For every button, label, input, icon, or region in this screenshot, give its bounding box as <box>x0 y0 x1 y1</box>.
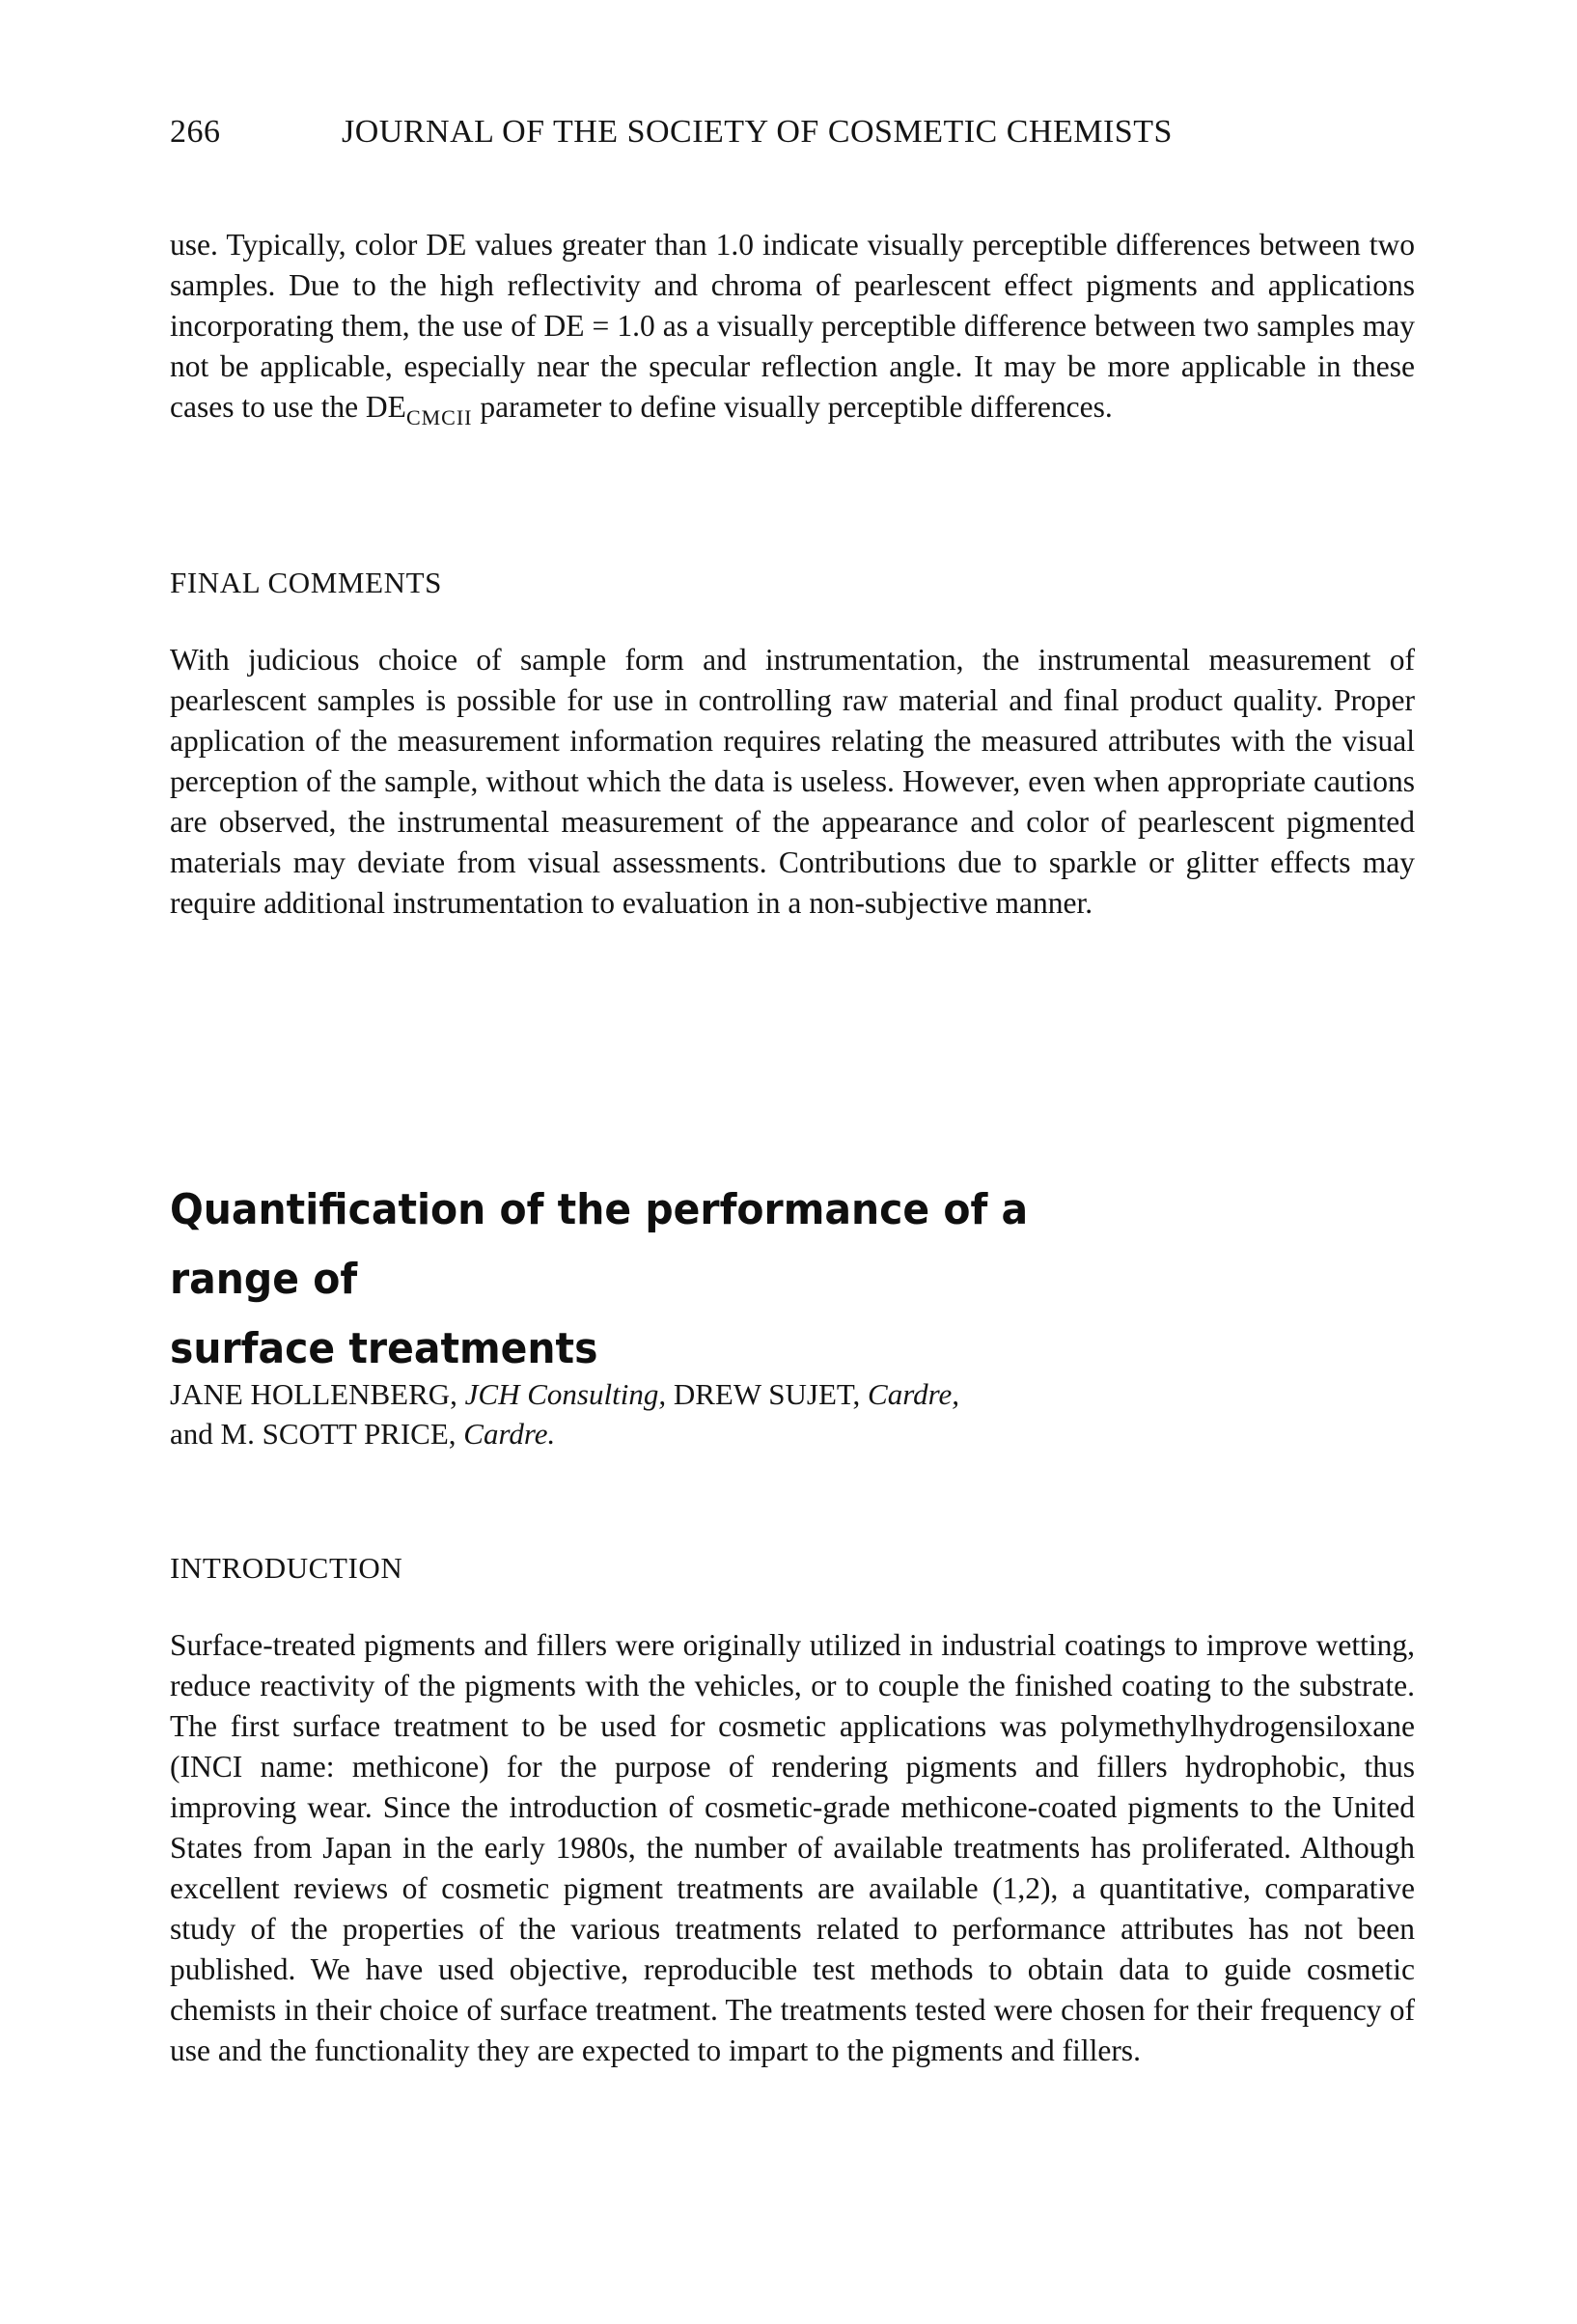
final-comments-paragraph: With judicious choice of sample form and instrumentation, the instrumental measurement of pearlescent samples is possible for use in controlling raw material and final product quality. Proper application of the measurement information requires relating the measured attributes with the visual perception of the sample, without which the data is useless. However, even when appropriate cautions are observed, the instrumental measurement of the appearance and color of pearlescent pigmented materials may deviate from visual assessments. Contributions due to sparkle or glitter effects may require additional instrumentation to evaluation in a non-subjective manner. <box>170 643 1415 920</box>
author-affiliation: Cardre. <box>463 1417 556 1451</box>
journal-title: JOURNAL OF THE SOCIETY OF COSMETIC CHEMISTS <box>342 114 1173 150</box>
author-line-2 <box>170 1414 1328 1453</box>
author-line-1 <box>170 1374 1328 1414</box>
author-affiliation: Cardre, <box>868 1377 960 1411</box>
running-head <box>170 114 1415 151</box>
author-name: and M. SCOTT PRICE, <box>170 1417 456 1451</box>
article-title-line-2: surface treatments <box>170 1324 598 1373</box>
introduction-paragraph: Surface-treated pigments and fillers were originally utilized in industrial coatings to improve wetting, reduce reactivity of the pigments with the vehicles, or to couple the finished coating to the substrate. The first surface treatment to be used for cosmetic applications was polymethylhydrogensiloxane (INCI name: methicone) for the purpose of rendering pigments and fillers hydrophobic, thus improving wear. Since the introduction of cosmetic-grade methicone-coated pigments to the United States from Japan in the early 1980s, the number of available treatments has proliferated. Although excellent reviews of cosmetic pigment treatments are available (1,2), a quantitative, comparative study of the properties of the various treatments related to performance attributes has not been published. We have used objective, reproducible test methods to obtain data to guide cosmetic chemists in their choice of surface treatment. The treatments tested were chosen for their frequency of use and the functionality they are expected to impart to the pigments and fillers. <box>170 1628 1415 2067</box>
paragraph-text: use. Typically, color DE values greater than 1.0 indicate visually perceptible differences between two samples. Due to the high reflectivity and chroma of pearlescent effect pigments and applications incorporating them, the use of DE = 1.0 as a visually perceptible difference between two samples may not be applicable, especially near the specular reflection angle. It may be more applicable in these cases to use the DE <box>170 228 1415 424</box>
final-comments-heading: FINAL COMMENTS <box>170 566 442 599</box>
de-subscript: CMCII <box>405 405 473 429</box>
article-title <box>170 1176 1157 1384</box>
introduction-heading: INTRODUCTION <box>170 1551 403 1585</box>
paragraph-text-end: parameter to define visually perceptible differences. <box>472 390 1113 424</box>
author-name: JANE HOLLENBERG, <box>170 1377 457 1411</box>
page-number: 266 <box>170 114 221 150</box>
author-affiliation: JCH Consulting, <box>464 1377 667 1411</box>
article-title-line-1: Quantification of the performance of a range of <box>170 1185 1029 1304</box>
author-name: DREW SUJET, <box>673 1377 861 1411</box>
author-list <box>170 1374 1328 1453</box>
paragraph-color-difference <box>170 225 1415 430</box>
